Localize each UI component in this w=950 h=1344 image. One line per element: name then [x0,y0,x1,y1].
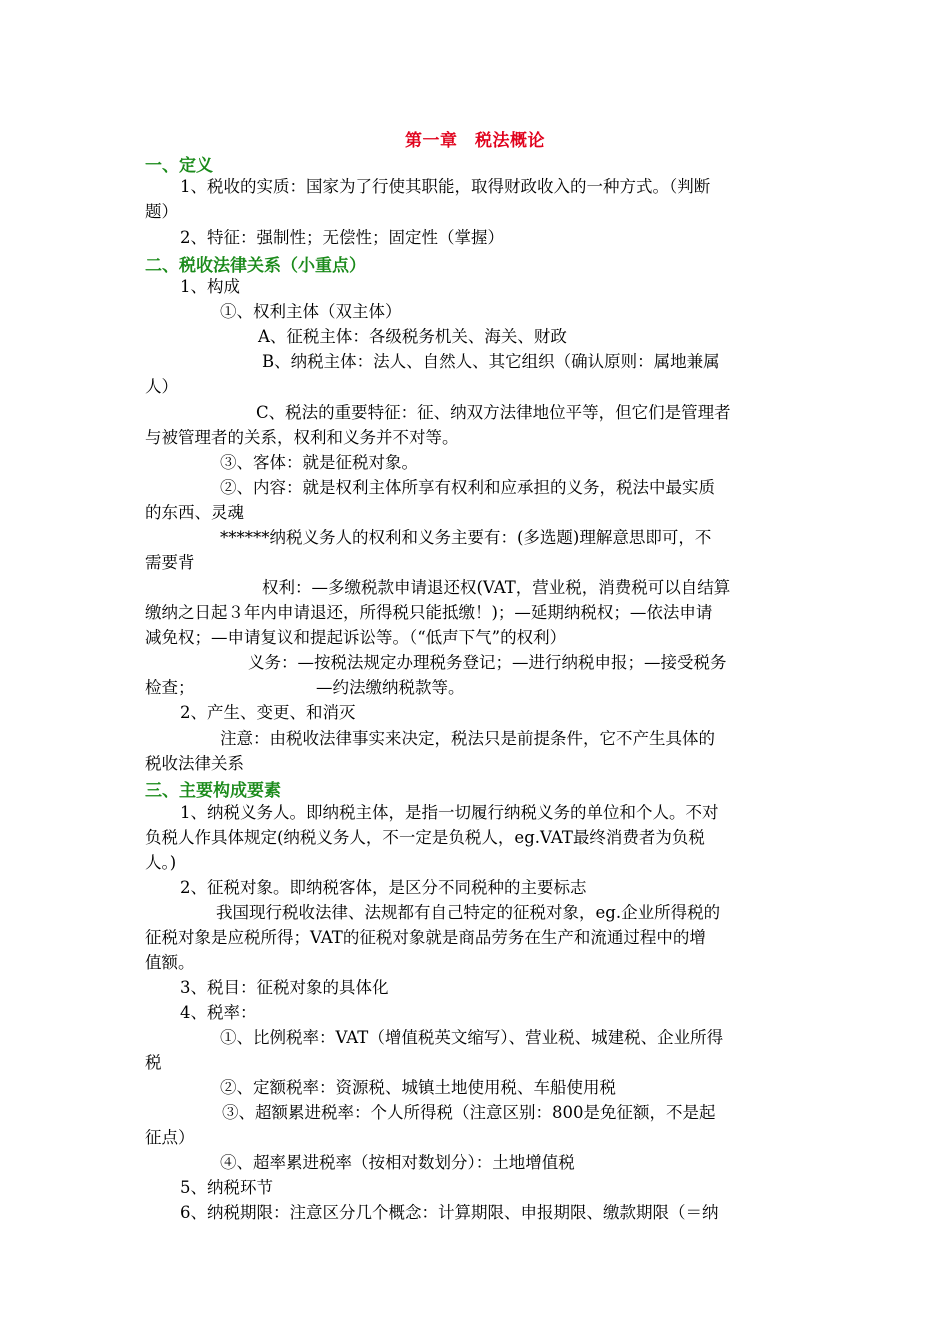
text-line: 3、税目：征税对象的具体化 [180,978,389,997]
text-line: A、征税主体：各级税务机关、海关、财政 [258,327,567,346]
text-line: 1、构成 [180,277,240,296]
text-line: 2、产生、变更、和消灭 [180,703,356,722]
text-line: 征税对象是应税所得；VAT的征税对象就是商品劳务在生产和流通过程中的增 [145,928,706,947]
text-line: 2、特征：强制性；无偿性；固定性（掌握） [180,228,504,247]
text-line: ①、权利主体（双主体） [220,302,402,321]
section-heading-main-elements: 三、主要构成要素 [145,781,281,801]
text-line: 税收法律关系 [145,754,244,773]
text-line: 与被管理者的关系，权利和义务并不对等。 [145,428,459,447]
text-line: 4、税率： [180,1003,257,1022]
text-line: 义务：—按税法规定办理税务登记；—进行纳税申报；—接受税务 [248,653,727,672]
text-line: 人） [145,377,178,396]
text-line: C、税法的重要特征：征、纳双方法律地位平等，但它们是管理者 [256,403,731,422]
text-line: 值额。 [145,953,195,972]
text-line: —约法缴纳税款等。 [316,678,465,697]
text-line: 需要背 [145,553,195,572]
text-line: 的东西、灵魂 [145,503,244,522]
text-line: 减免权；—申请复议和提起诉讼等。（“低声下气”的权利） [145,628,567,647]
text-line: ******纳税义务人的权利和义务主要有：(多选题)理解意思即可，不 [220,528,712,547]
text-line: 6、纳税期限：注意区分几个概念：计算期限、申报期限、缴款期限（＝纳 [180,1203,719,1222]
text-line: 缴纳之日起３年内申请退还，所得税只能抵缴！)；—延期纳税权；—依法申请 [145,603,713,622]
text-line: B、纳税主体：法人、自然人、其它组织（确认原则：属地兼属 [262,352,720,371]
text-line: 权利：—多缴税款申请退还权(VAT，营业税，消费税可以自结算 [262,578,731,597]
text-line: 检查； [145,678,195,697]
text-line: 税 [145,1053,162,1072]
text-line: ③、超额累进税率：个人所得税（注意区别：800是免征额，不是起 [222,1103,716,1122]
text-line: 5、纳税环节 [180,1178,273,1197]
section-heading-definition: 一、定义 [145,156,213,176]
text-line: 2、征税对象。即纳税客体，是区分不同税种的主要标志 [180,878,587,897]
text-line: 我国现行税收法律、法规都有自己特定的征税对象，eg.企业所得税的 [216,903,721,922]
text-line: ③、客体：就是征税对象。 [220,453,418,472]
text-line: ④、超率累进税率（按相对数划分）：土地增值税 [220,1153,575,1172]
text-line: ②、内容：就是权利主体所享有权利和应承担的义务，税法中最实质 [220,478,715,497]
section-heading-tax-legal-relationship: 二、税收法律关系（小重点） [145,256,366,276]
text-line: 注意：由税收法律事实来决定，税法只是前提条件，它不产生具体的 [220,729,715,748]
text-line: ①、比例税率：VAT（增值税英文缩写）、营业税、城建税、企业所得 [220,1028,724,1047]
text-line: 负税人作具体规定(纳税义务人，不一定是负税人，eg.VAT最终消费者为负税 [145,828,705,847]
text-line: 题） [145,202,178,221]
text-line: 人。) [145,853,177,872]
text-line: 征点） [145,1128,195,1147]
text-line: 1、纳税义务人。即纳税主体，是指一切履行纳税义务的单位和个人。不对 [180,803,719,822]
chapter-title: 第一章 税法概论 [405,131,545,151]
text-line: ②、定额税率：资源税、城镇土地使用税、车船使用税 [220,1078,616,1097]
text-line: 1、税收的实质：国家为了行使其职能，取得财政收入的一种方式。（判断 [180,177,711,196]
